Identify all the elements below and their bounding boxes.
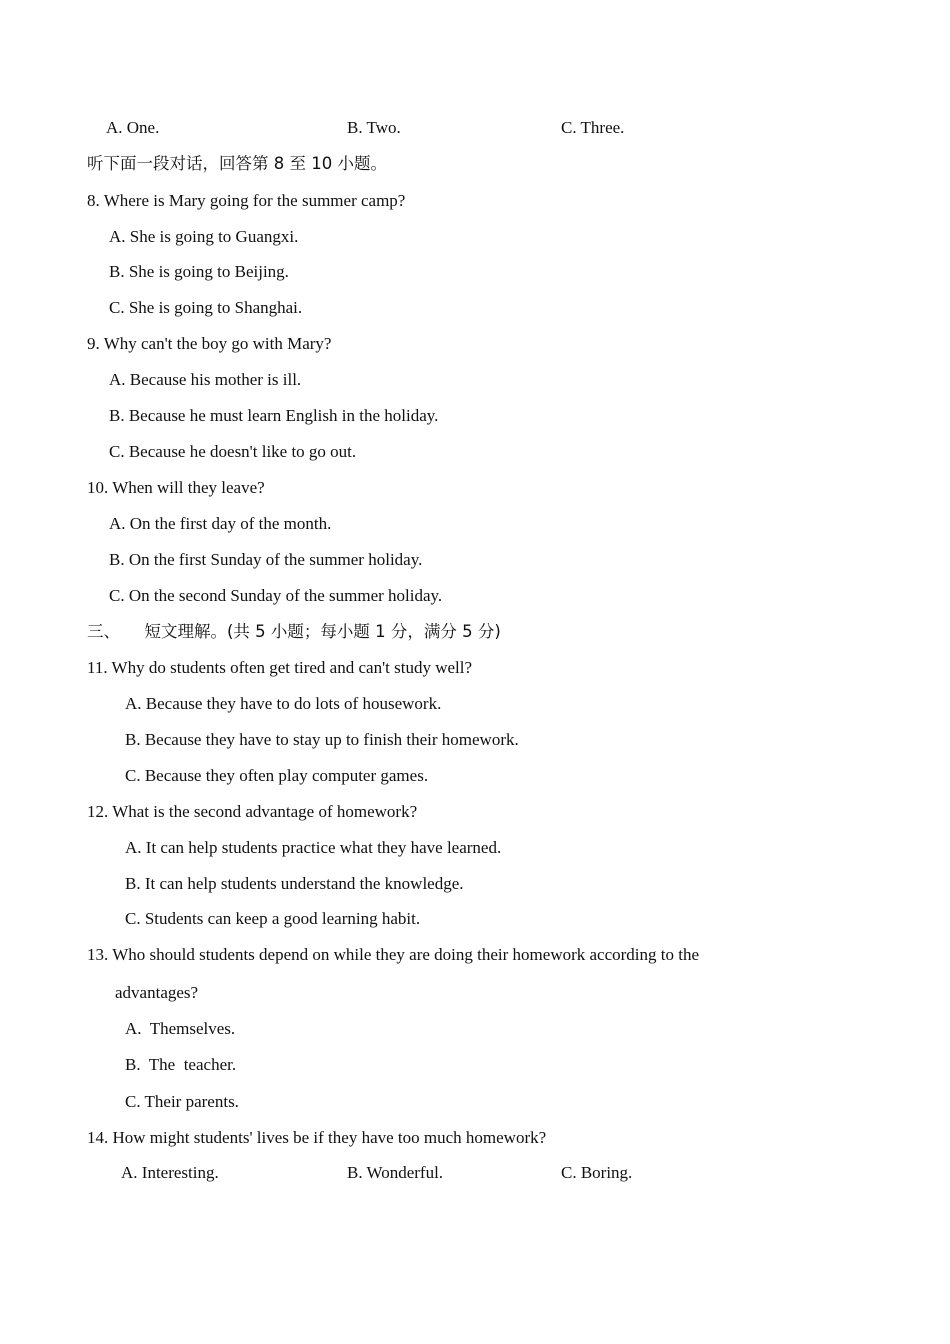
q10-option-c: C. On the second Sunday of the summer holiday. <box>109 586 443 605</box>
q12-option-a: A. It can help students practice what they have learned. <box>125 838 502 857</box>
q7-option-c: C. Three. <box>561 118 625 137</box>
q9-option-a: A. Because his mother is ill. <box>109 370 302 389</box>
q14-option-b: B. Wonderful. <box>347 1163 444 1182</box>
q9-option-b: B. Because he must learn English in the holiday. <box>109 406 439 425</box>
q13-question-line2: advantages? <box>115 983 199 1002</box>
q13-option-a: A. Themselves. <box>125 1019 236 1038</box>
q14-question: 14. How might students' lives be if they have too much homework? <box>87 1128 547 1147</box>
section-3-title: 短文理解。(共 5 小题；每小题 1 分，满分 5 分) <box>144 622 501 641</box>
q14-option-c: C. Boring. <box>561 1163 633 1182</box>
instruction-8-10: 听下面一段对话，回答第 8 至 10 小题。 <box>87 154 387 173</box>
q12-option-c: C. Students can keep a good learning habit. <box>125 909 421 928</box>
q8-option-c: C. She is going to Shanghai. <box>109 298 303 317</box>
q10-option-a: A. On the first day of the month. <box>109 514 332 533</box>
section-3-number: 三、 <box>87 622 120 641</box>
section-3-heading <box>87 621 501 643</box>
q7-option-a: A. One. <box>106 118 160 137</box>
q11-option-a: A. Because they have to do lots of housework. <box>125 694 442 713</box>
q8-option-a: A. She is going to Guangxi. <box>109 227 299 246</box>
q12-option-b: B. It can help students understand the knowledge. <box>125 874 464 893</box>
q11-question: 11. Why do students often get tired and can't study well? <box>87 658 473 677</box>
q13-option-b: B. The teacher. <box>125 1055 237 1074</box>
q14-option-a: A. Interesting. <box>121 1163 219 1182</box>
q7-option-b: B. Two. <box>347 118 401 137</box>
q11-option-c: C. Because they often play computer games. <box>125 766 429 785</box>
q10-option-b: B. On the first Sunday of the summer holiday. <box>109 550 423 569</box>
q9-question: 9. Why can't the boy go with Mary? <box>87 334 332 353</box>
q8-question: 8. Where is Mary going for the summer camp? <box>87 191 406 210</box>
q13-question-line1: 13. Who should students depend on while they are doing their homework according to the <box>87 945 700 964</box>
q12-question: 12. What is the second advantage of homework? <box>87 802 418 821</box>
q8-option-b: B. She is going to Beijing. <box>109 262 289 281</box>
q9-option-c: C. Because he doesn't like to go out. <box>109 442 357 461</box>
q11-option-b: B. Because they have to stay up to finish their homework. <box>125 730 519 749</box>
q10-question: 10. When will they leave? <box>87 478 265 497</box>
q13-option-c: C. Their parents. <box>125 1092 239 1111</box>
